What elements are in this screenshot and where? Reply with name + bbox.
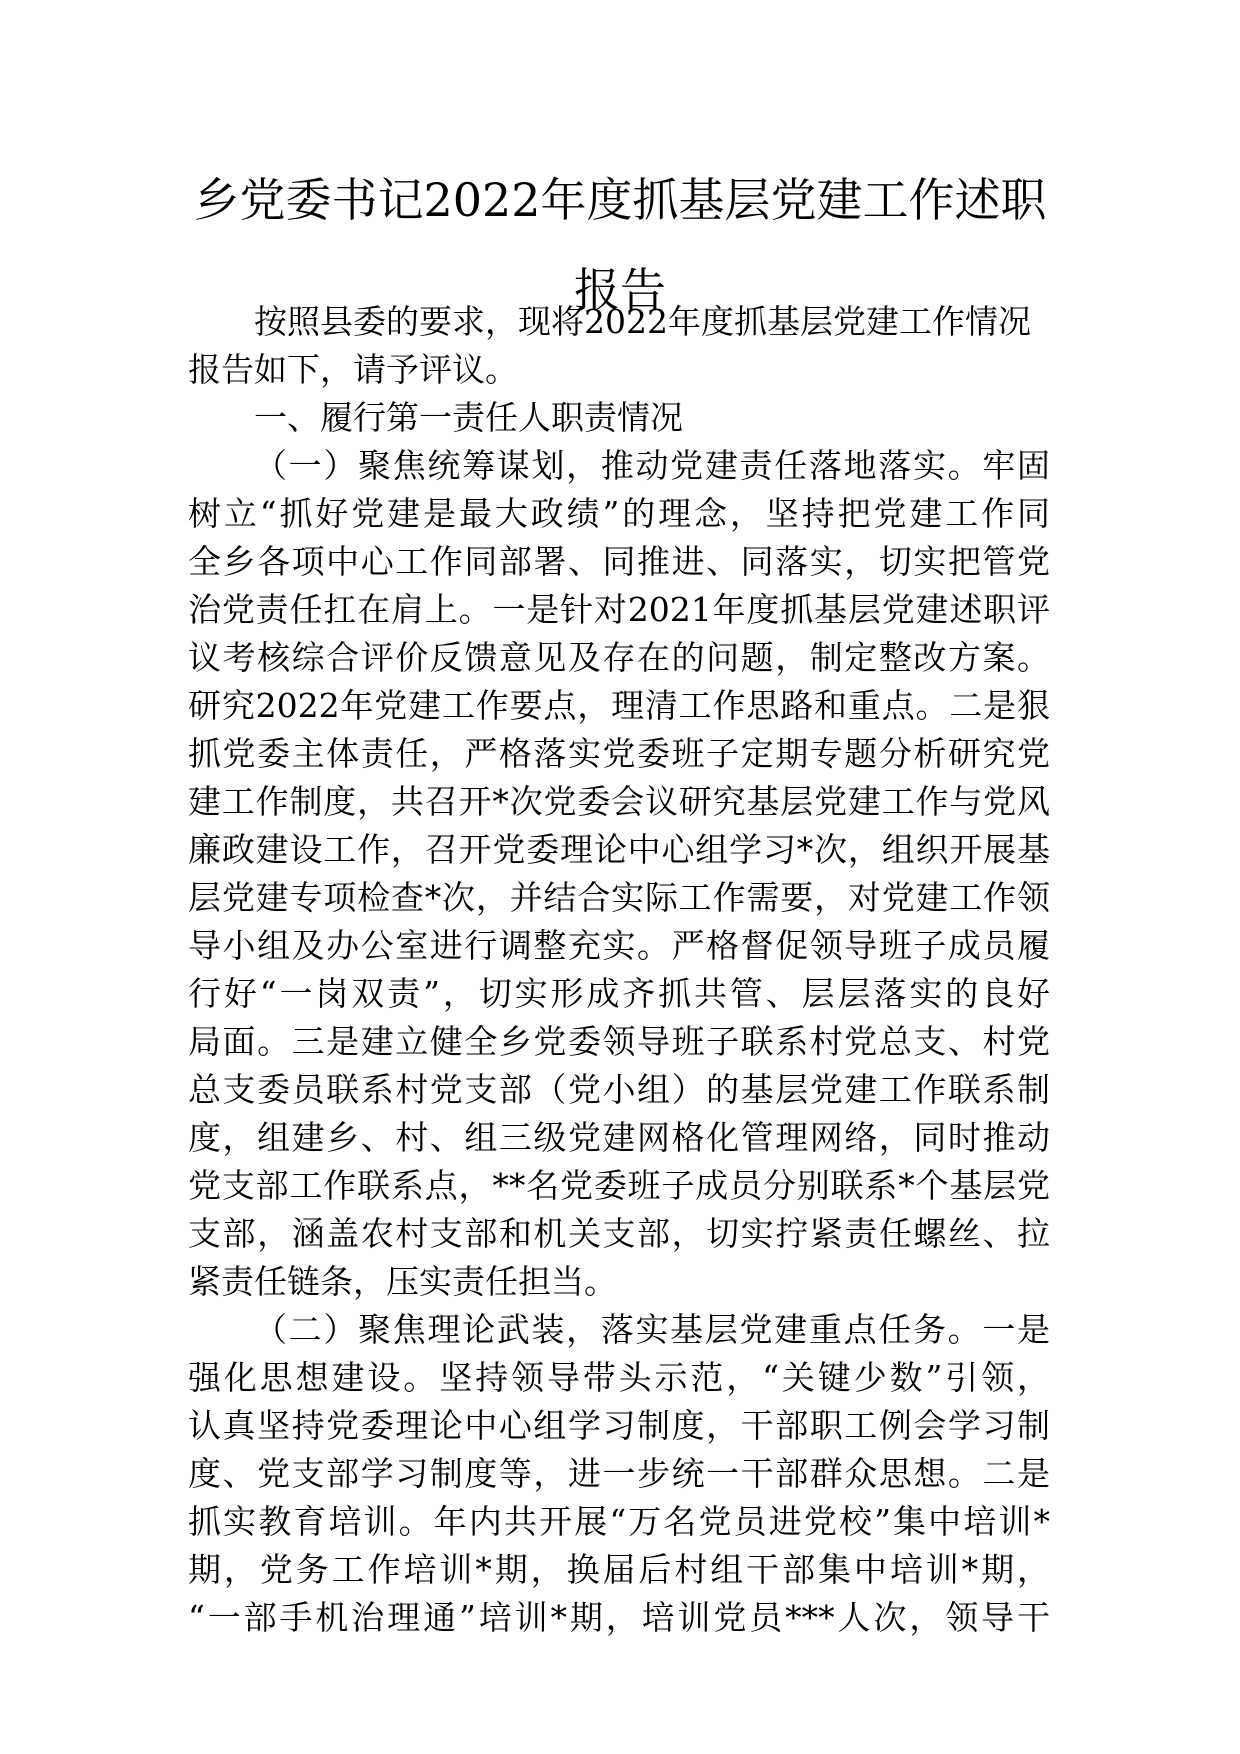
paragraph-line: 行好“一岗双责”，切实形成齐抓共管、层层落实的良好 [188,974,1050,1013]
paragraph-line: （一）聚焦统筹谋划，推动党建责任落地落实。牢固 [254,446,1050,485]
section-heading: 一、履行第一责任人职责情况 [254,398,683,437]
paragraph-line: 导小组及办公室进行调整充实。严格督促领导班子成员履 [188,926,1050,965]
paragraph-line: 治党责任扛在肩上。一是针对2021年度抓基层党建述职评 [188,590,1050,629]
paragraph-line: 抓实教育培训。年内共开展“万名党员进党校”集中培训* [188,1502,1050,1541]
paragraph-line: 议考核综合评价反馈意见及存在的问题，制定整改方案。 [188,638,1050,677]
paragraph-line: 层党建专项检查*次，并结合实际工作需要，对党建工作领 [188,878,1050,917]
paragraph-line: 建工作制度，共召开*次党委会议研究基层党建工作与党风 [188,782,1050,821]
paragraph-line: （二）聚焦理论武装，落实基层党建重点任务。一是 [254,1310,1050,1349]
paragraph-line: 认真坚持党委理论中心组学习制度，干部职工例会学习制 [188,1406,1050,1445]
paragraph-line: 廉政建设工作，召开党委理论中心组学习*次，组织开展基 [188,830,1050,869]
paragraph-line: 研究2022年党建工作要点，理清工作思路和重点。二是狠 [188,686,1050,725]
paragraph-line: 党支部工作联系点，**名党委班子成员分别联系*个基层党 [188,1166,1050,1205]
paragraph-line: 树立“抓好党建是最大政绩”的理念，坚持把党建工作同 [188,494,1050,533]
paragraph-line: 期，党务工作培训*期，换届后村组干部集中培训*期， [188,1550,1050,1589]
paragraph-line: “一部手机治理通”培训*期，培训党员***人次，领导干 [188,1598,1050,1637]
paragraph-line: 全乡各项中心工作同部署、同推进、同落实，切实把管党 [188,542,1050,581]
document-title-line-2: 报告 [574,263,666,317]
paragraph-line: 度、党支部学习制度等，进一步统一干部群众思想。二是 [188,1454,1050,1493]
paragraph-line: 局面。三是建立健全乡党委领导班子联系村党总支、村党 [188,1022,1050,1061]
document-title-line-1: 乡党委书记2022年度抓基层党建工作述职 [193,173,1047,227]
paragraph-line: 强化思想建设。坚持领导带头示范，“关键少数”引领， [188,1358,1050,1397]
paragraph-line: 支部，涵盖农村支部和机关支部，切实拧紧责任螺丝、拉 [188,1214,1050,1253]
paragraph-line: 紧责任链条，压实责任担当。 [188,1262,617,1301]
paragraph-line: 按照县委的要求，现将2022年度抓基层党建工作情况 [254,302,1031,341]
paragraph-line: 总支委员联系村党支部（党小组）的基层党建工作联系制 [188,1070,1050,1109]
paragraph-line: 抓党委主体责任，严格落实党委班子定期专题分析研究党 [188,734,1050,773]
paragraph-line: 报告如下，请予评议。 [188,350,518,389]
paragraph-line: 度，组建乡、村、组三级党建网格化管理网络，同时推动 [188,1118,1050,1157]
